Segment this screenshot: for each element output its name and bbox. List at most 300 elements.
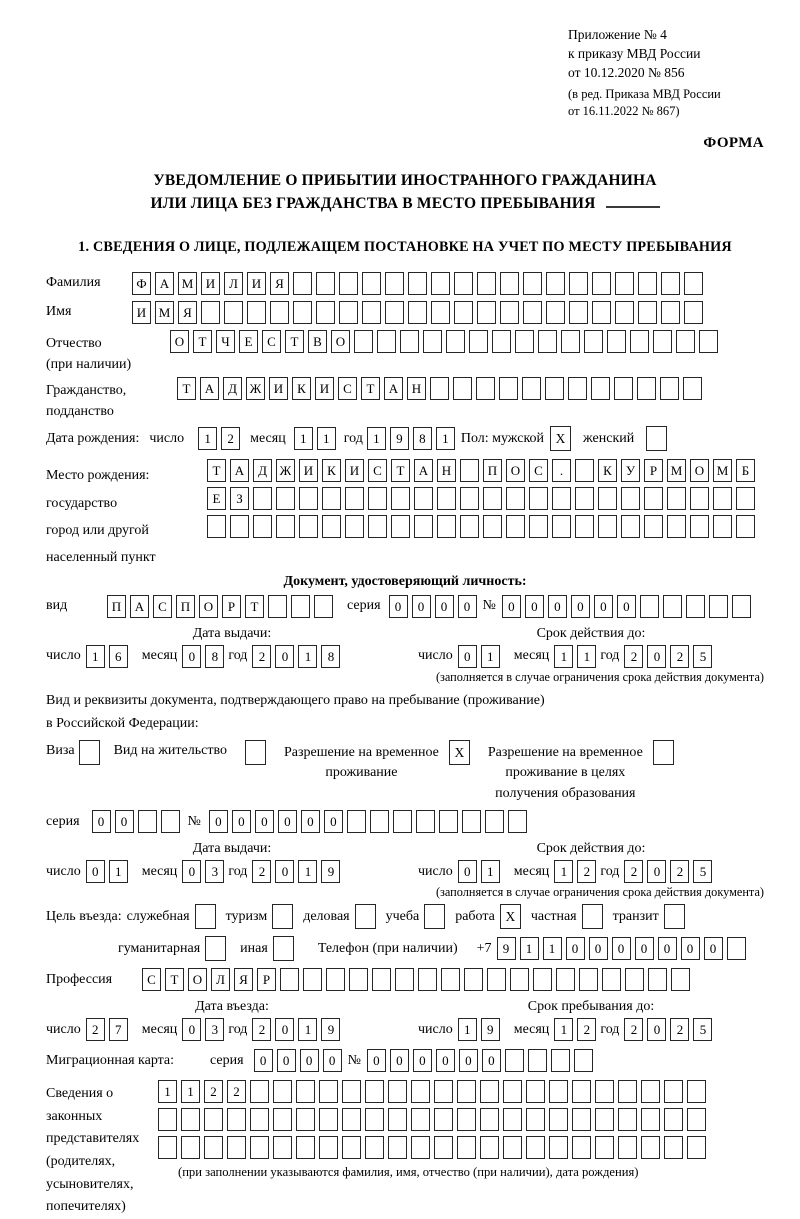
char-box[interactable] <box>526 1108 545 1131</box>
char-box[interactable] <box>591 377 610 400</box>
char-box[interactable]: Я <box>178 301 197 324</box>
char-box[interactable] <box>568 377 587 400</box>
char-box[interactable] <box>181 1136 200 1159</box>
char-box[interactable] <box>322 515 341 538</box>
char-box[interactable] <box>533 968 552 991</box>
char-box[interactable] <box>408 272 427 295</box>
char-box[interactable] <box>595 1136 614 1159</box>
char-box[interactable] <box>664 1136 683 1159</box>
char-box[interactable]: И <box>269 377 288 400</box>
char-box[interactable] <box>319 1080 338 1103</box>
char-box[interactable] <box>303 968 322 991</box>
char-box[interactable]: О <box>188 968 207 991</box>
char-box[interactable]: С <box>368 459 387 482</box>
char-box[interactable] <box>446 330 465 353</box>
char-box[interactable]: Т <box>361 377 380 400</box>
char-box[interactable] <box>572 1080 591 1103</box>
char-box[interactable] <box>204 1136 223 1159</box>
char-box[interactable] <box>552 487 571 510</box>
char-box[interactable]: М <box>178 272 197 295</box>
char-box[interactable] <box>416 810 435 833</box>
char-box[interactable] <box>476 377 495 400</box>
char-box[interactable] <box>664 1080 683 1103</box>
char-box[interactable] <box>487 968 506 991</box>
char-box[interactable] <box>690 515 709 538</box>
char-box[interactable]: 9 <box>481 1018 500 1041</box>
char-box[interactable]: Я <box>234 968 253 991</box>
char-box[interactable]: . <box>552 459 571 482</box>
char-box[interactable]: 1 <box>458 1018 477 1041</box>
char-box[interactable]: Р <box>257 968 276 991</box>
char-box[interactable] <box>549 1136 568 1159</box>
char-box[interactable] <box>339 301 358 324</box>
char-box[interactable] <box>713 487 732 510</box>
char-box[interactable]: 1 <box>298 860 317 883</box>
char-box[interactable] <box>485 810 504 833</box>
char-box[interactable]: 1 <box>181 1080 200 1103</box>
char-box[interactable]: 8 <box>413 427 432 450</box>
char-box[interactable] <box>326 968 345 991</box>
char-box[interactable]: М <box>155 301 174 324</box>
char-box[interactable] <box>638 272 657 295</box>
char-box[interactable] <box>538 330 557 353</box>
checkbox-study[interactable] <box>424 904 445 929</box>
char-box[interactable] <box>204 1108 223 1131</box>
char-box[interactable] <box>299 487 318 510</box>
char-box[interactable] <box>138 810 157 833</box>
char-box[interactable] <box>483 515 502 538</box>
char-box[interactable] <box>727 937 746 960</box>
char-box[interactable] <box>469 330 488 353</box>
char-box[interactable] <box>414 487 433 510</box>
char-box[interactable] <box>201 301 220 324</box>
char-box[interactable] <box>526 1136 545 1159</box>
char-box[interactable] <box>687 1080 706 1103</box>
char-box[interactable]: П <box>107 595 126 618</box>
char-box[interactable]: Б <box>736 459 755 482</box>
char-box[interactable]: 2 <box>252 1018 271 1041</box>
char-box[interactable] <box>250 1136 269 1159</box>
char-box[interactable]: 2 <box>252 645 271 668</box>
char-box[interactable]: 0 <box>324 810 343 833</box>
char-box[interactable] <box>431 301 450 324</box>
char-box[interactable] <box>296 1108 315 1131</box>
char-box[interactable]: 0 <box>412 595 431 618</box>
char-box[interactable] <box>552 515 571 538</box>
char-box[interactable] <box>291 595 310 618</box>
char-box[interactable] <box>299 515 318 538</box>
char-box[interactable] <box>345 487 364 510</box>
char-box[interactable] <box>181 1108 200 1131</box>
char-box[interactable] <box>230 515 249 538</box>
char-box[interactable]: 1 <box>481 645 500 668</box>
char-box[interactable] <box>365 1136 384 1159</box>
char-box[interactable] <box>684 301 703 324</box>
char-box[interactable]: Н <box>407 377 426 400</box>
checkbox-tourism[interactable] <box>272 904 293 929</box>
char-box[interactable]: 1 <box>294 427 313 450</box>
char-box[interactable]: 0 <box>323 1049 342 1072</box>
char-box[interactable]: 0 <box>594 595 613 618</box>
char-box[interactable] <box>529 487 548 510</box>
char-box[interactable]: 0 <box>182 860 201 883</box>
char-box[interactable] <box>453 377 472 400</box>
char-box[interactable] <box>561 330 580 353</box>
char-box[interactable]: 0 <box>390 1049 409 1072</box>
char-box[interactable]: А <box>155 272 174 295</box>
char-box[interactable]: 0 <box>209 810 228 833</box>
char-box[interactable] <box>614 377 633 400</box>
char-box[interactable] <box>687 1108 706 1131</box>
char-box[interactable]: 1 <box>158 1080 177 1103</box>
char-box[interactable] <box>653 330 672 353</box>
char-box[interactable] <box>637 377 656 400</box>
char-box[interactable]: 1 <box>109 860 128 883</box>
char-box[interactable] <box>316 301 335 324</box>
char-box[interactable]: Ж <box>276 459 295 482</box>
char-box[interactable]: К <box>322 459 341 482</box>
char-box[interactable]: И <box>132 301 151 324</box>
char-box[interactable] <box>607 330 626 353</box>
char-box[interactable] <box>667 487 686 510</box>
char-box[interactable]: П <box>483 459 502 482</box>
char-box[interactable] <box>319 1136 338 1159</box>
char-box[interactable] <box>391 487 410 510</box>
char-box[interactable]: 1 <box>481 860 500 883</box>
char-box[interactable] <box>523 272 542 295</box>
char-box[interactable] <box>362 272 381 295</box>
char-box[interactable]: 0 <box>548 595 567 618</box>
char-box[interactable]: Д <box>223 377 242 400</box>
char-box[interactable] <box>247 301 266 324</box>
char-box[interactable] <box>690 487 709 510</box>
char-box[interactable]: 2 <box>252 860 271 883</box>
char-box[interactable] <box>572 1136 591 1159</box>
char-box[interactable] <box>664 1108 683 1131</box>
char-box[interactable] <box>250 1080 269 1103</box>
char-box[interactable]: 1 <box>577 645 596 668</box>
char-box[interactable]: У <box>621 459 640 482</box>
char-box[interactable] <box>368 487 387 510</box>
char-box[interactable] <box>377 330 396 353</box>
char-box[interactable] <box>732 595 751 618</box>
char-box[interactable] <box>345 515 364 538</box>
char-box[interactable] <box>227 1108 246 1131</box>
char-box[interactable]: В <box>308 330 327 353</box>
char-box[interactable] <box>579 968 598 991</box>
char-box[interactable] <box>437 515 456 538</box>
char-box[interactable] <box>598 515 617 538</box>
char-box[interactable] <box>441 968 460 991</box>
char-box[interactable]: 0 <box>647 860 666 883</box>
char-box[interactable] <box>615 272 634 295</box>
char-box[interactable]: 0 <box>704 937 723 960</box>
char-box[interactable]: Л <box>211 968 230 991</box>
char-box[interactable] <box>584 330 603 353</box>
char-box[interactable] <box>667 515 686 538</box>
char-box[interactable] <box>368 515 387 538</box>
char-box[interactable]: 2 <box>227 1080 246 1103</box>
char-box[interactable] <box>480 1108 499 1131</box>
char-box[interactable]: Т <box>165 968 184 991</box>
char-box[interactable]: 0 <box>589 937 608 960</box>
char-box[interactable] <box>510 968 529 991</box>
char-box[interactable]: Т <box>285 330 304 353</box>
char-box[interactable] <box>270 301 289 324</box>
char-box[interactable]: 0 <box>612 937 631 960</box>
char-box[interactable] <box>161 810 180 833</box>
char-box[interactable] <box>671 968 690 991</box>
char-box[interactable]: 1 <box>367 427 386 450</box>
char-box[interactable] <box>430 377 449 400</box>
char-box[interactable] <box>372 968 391 991</box>
char-box[interactable] <box>434 1108 453 1131</box>
char-box[interactable]: 0 <box>525 595 544 618</box>
char-box[interactable] <box>354 330 373 353</box>
char-box[interactable]: 0 <box>566 937 585 960</box>
char-box[interactable]: 7 <box>109 1018 128 1041</box>
char-box[interactable] <box>595 1080 614 1103</box>
char-box[interactable] <box>641 1136 660 1159</box>
char-box[interactable] <box>641 1080 660 1103</box>
char-box[interactable]: С <box>338 377 357 400</box>
char-box[interactable]: 0 <box>389 595 408 618</box>
char-box[interactable]: С <box>142 968 161 991</box>
checkbox-private[interactable] <box>582 904 603 929</box>
char-box[interactable] <box>434 1136 453 1159</box>
char-box[interactable] <box>296 1080 315 1103</box>
char-box[interactable] <box>480 1136 499 1159</box>
checkbox-visa[interactable] <box>79 740 100 765</box>
char-box[interactable]: Т <box>177 377 196 400</box>
char-box[interactable] <box>686 595 705 618</box>
char-box[interactable] <box>322 487 341 510</box>
char-box[interactable]: Е <box>207 487 226 510</box>
char-box[interactable] <box>575 459 594 482</box>
char-box[interactable] <box>500 301 519 324</box>
char-box[interactable] <box>709 595 728 618</box>
char-box[interactable] <box>503 1108 522 1131</box>
char-box[interactable]: 9 <box>321 1018 340 1041</box>
char-box[interactable]: 9 <box>497 937 516 960</box>
char-box[interactable] <box>391 515 410 538</box>
char-box[interactable] <box>529 515 548 538</box>
char-box[interactable] <box>460 515 479 538</box>
char-box[interactable] <box>418 968 437 991</box>
char-box[interactable]: 0 <box>681 937 700 960</box>
char-box[interactable] <box>342 1136 361 1159</box>
char-box[interactable]: 8 <box>321 645 340 668</box>
char-box[interactable]: 0 <box>115 810 134 833</box>
char-box[interactable]: 1 <box>554 860 573 883</box>
char-box[interactable]: А <box>200 377 219 400</box>
char-box[interactable] <box>515 330 534 353</box>
char-box[interactable]: А <box>130 595 149 618</box>
char-box[interactable]: 0 <box>502 595 521 618</box>
char-box[interactable] <box>273 1108 292 1131</box>
char-box[interactable]: 0 <box>182 1018 201 1041</box>
char-box[interactable] <box>523 301 542 324</box>
char-box[interactable]: Д <box>253 459 272 482</box>
char-box[interactable]: 0 <box>458 595 477 618</box>
char-box[interactable] <box>499 377 518 400</box>
char-box[interactable] <box>314 595 333 618</box>
char-box[interactable] <box>713 515 732 538</box>
char-box[interactable]: Ф <box>132 272 151 295</box>
char-box[interactable] <box>385 272 404 295</box>
char-box[interactable] <box>457 1080 476 1103</box>
char-box[interactable] <box>503 1136 522 1159</box>
char-box[interactable]: О <box>506 459 525 482</box>
char-box[interactable]: 0 <box>459 1049 478 1072</box>
char-box[interactable] <box>253 487 272 510</box>
char-box[interactable]: 5 <box>693 1018 712 1041</box>
char-box[interactable]: С <box>529 459 548 482</box>
char-box[interactable] <box>684 272 703 295</box>
char-box[interactable] <box>551 1049 570 1072</box>
char-box[interactable]: 0 <box>255 810 274 833</box>
char-box[interactable]: 0 <box>275 1018 294 1041</box>
char-box[interactable]: 9 <box>390 427 409 450</box>
char-box[interactable] <box>483 487 502 510</box>
char-box[interactable] <box>411 1080 430 1103</box>
char-box[interactable]: 1 <box>543 937 562 960</box>
char-box[interactable] <box>411 1108 430 1131</box>
char-box[interactable] <box>273 1136 292 1159</box>
char-box[interactable]: 0 <box>86 860 105 883</box>
char-box[interactable]: 0 <box>482 1049 501 1072</box>
char-box[interactable]: Ж <box>246 377 265 400</box>
char-box[interactable] <box>592 301 611 324</box>
char-box[interactable]: 0 <box>300 1049 319 1072</box>
char-box[interactable] <box>293 301 312 324</box>
char-box[interactable]: 0 <box>182 645 201 668</box>
char-box[interactable]: К <box>292 377 311 400</box>
checkbox-other[interactable] <box>273 936 294 961</box>
char-box[interactable]: 1 <box>317 427 336 450</box>
char-box[interactable] <box>500 272 519 295</box>
char-box[interactable] <box>549 1080 568 1103</box>
char-box[interactable] <box>457 1136 476 1159</box>
checkbox-residence-permit[interactable] <box>245 740 266 765</box>
char-box[interactable]: 0 <box>277 1049 296 1072</box>
char-box[interactable] <box>385 301 404 324</box>
char-box[interactable]: 0 <box>617 595 636 618</box>
char-box[interactable] <box>648 968 667 991</box>
char-box[interactable] <box>253 515 272 538</box>
char-box[interactable]: Р <box>644 459 663 482</box>
char-box[interactable]: О <box>690 459 709 482</box>
char-box[interactable]: 0 <box>647 1018 666 1041</box>
char-box[interactable] <box>505 1049 524 1072</box>
checkbox-transit[interactable] <box>664 904 685 929</box>
char-box[interactable]: М <box>667 459 686 482</box>
char-box[interactable] <box>319 1108 338 1131</box>
char-box[interactable]: 1 <box>198 427 217 450</box>
char-box[interactable] <box>630 330 649 353</box>
char-box[interactable] <box>437 487 456 510</box>
char-box[interactable]: Ч <box>216 330 235 353</box>
char-box[interactable]: П <box>176 595 195 618</box>
char-box[interactable]: 2 <box>624 1018 643 1041</box>
char-box[interactable] <box>293 272 312 295</box>
char-box[interactable]: З <box>230 487 249 510</box>
char-box[interactable]: 2 <box>624 860 643 883</box>
char-box[interactable] <box>638 301 657 324</box>
char-box[interactable] <box>388 1080 407 1103</box>
char-box[interactable] <box>365 1108 384 1131</box>
char-box[interactable] <box>423 330 442 353</box>
char-box[interactable]: И <box>201 272 220 295</box>
char-box[interactable]: 8 <box>205 645 224 668</box>
char-box[interactable] <box>393 810 412 833</box>
char-box[interactable]: Л <box>224 272 243 295</box>
char-box[interactable] <box>592 272 611 295</box>
char-box[interactable]: О <box>199 595 218 618</box>
char-box[interactable]: 1 <box>298 1018 317 1041</box>
char-box[interactable] <box>618 1136 637 1159</box>
char-box[interactable] <box>316 272 335 295</box>
char-box[interactable]: Т <box>193 330 212 353</box>
char-box[interactable]: С <box>153 595 172 618</box>
char-box[interactable] <box>408 301 427 324</box>
char-box[interactable]: 6 <box>109 645 128 668</box>
char-box[interactable] <box>546 272 565 295</box>
checkbox-temp-residence-education[interactable] <box>653 740 674 765</box>
char-box[interactable]: 2 <box>670 645 689 668</box>
char-box[interactable] <box>618 1080 637 1103</box>
char-box[interactable] <box>268 595 287 618</box>
char-box[interactable]: 2 <box>204 1080 223 1103</box>
char-box[interactable]: Р <box>222 595 241 618</box>
char-box[interactable] <box>362 301 381 324</box>
char-box[interactable] <box>492 330 511 353</box>
char-box[interactable]: 1 <box>86 645 105 668</box>
char-box[interactable] <box>526 1080 545 1103</box>
char-box[interactable] <box>276 515 295 538</box>
char-box[interactable] <box>506 487 525 510</box>
char-box[interactable] <box>477 272 496 295</box>
char-box[interactable]: И <box>345 459 364 482</box>
char-box[interactable]: 0 <box>458 645 477 668</box>
char-box[interactable] <box>434 1080 453 1103</box>
char-box[interactable]: 2 <box>577 860 596 883</box>
char-box[interactable] <box>699 330 718 353</box>
char-box[interactable] <box>641 1108 660 1131</box>
char-box[interactable] <box>736 487 755 510</box>
char-box[interactable] <box>349 968 368 991</box>
char-box[interactable] <box>569 272 588 295</box>
char-box[interactable] <box>644 515 663 538</box>
char-box[interactable]: О <box>331 330 350 353</box>
char-box[interactable]: Т <box>245 595 264 618</box>
char-box[interactable] <box>575 487 594 510</box>
char-box[interactable] <box>572 1108 591 1131</box>
char-box[interactable] <box>414 515 433 538</box>
char-box[interactable]: К <box>598 459 617 482</box>
char-box[interactable]: 5 <box>693 860 712 883</box>
char-box[interactable]: 2 <box>86 1018 105 1041</box>
char-box[interactable]: А <box>414 459 433 482</box>
char-box[interactable] <box>454 272 473 295</box>
char-box[interactable] <box>522 377 541 400</box>
char-box[interactable]: Е <box>239 330 258 353</box>
char-box[interactable] <box>618 1108 637 1131</box>
char-box[interactable] <box>365 1080 384 1103</box>
char-box[interactable] <box>280 968 299 991</box>
char-box[interactable]: 0 <box>278 810 297 833</box>
checkbox-temp-residence[interactable]: X <box>449 740 470 765</box>
